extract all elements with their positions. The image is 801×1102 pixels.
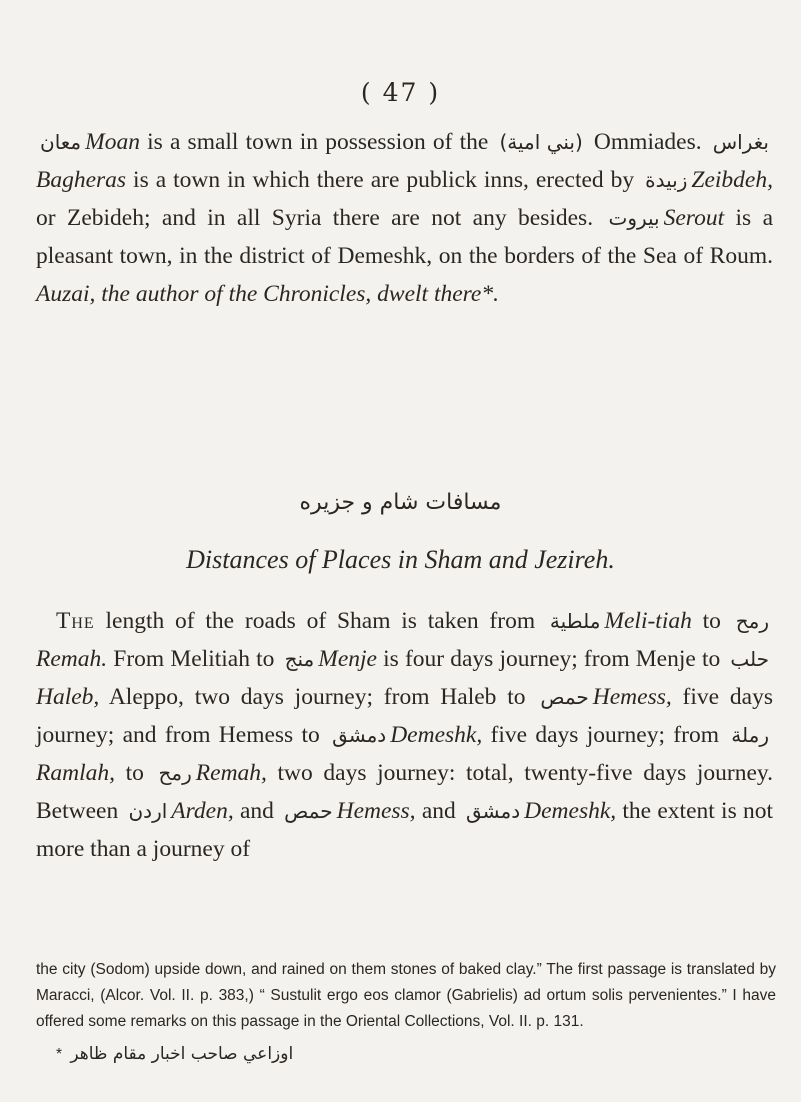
place-remah-2: Remah, <box>195 760 267 786</box>
text-segment: five days journey; from <box>482 722 728 748</box>
arabic-demeshk-2: دمشق <box>466 799 521 823</box>
text-segment: five days journey; and from Hemess to <box>36 684 773 748</box>
paragraph-distances <box>36 602 773 868</box>
text-segment: is a pleasant town, in the district of Demeshk, on the borders of the Sea of Roum. <box>36 205 773 269</box>
arabic-remah: رمح <box>735 609 770 633</box>
footnote <box>36 957 776 1068</box>
name-zeibdeh: Zeibdeh, <box>691 167 773 193</box>
place-haleb: Haleb, <box>36 684 100 710</box>
heading-english: Distances of Places in Sham and Jezireh. <box>186 545 615 574</box>
text-segment: length of the roads of Sham is taken from <box>94 608 546 634</box>
place-hemess-2: Hemess, <box>336 798 416 824</box>
text-segment: to <box>691 608 732 634</box>
text-segment: and <box>415 798 462 824</box>
place-moan: Moan <box>85 129 140 155</box>
arabic-menje: منج <box>284 647 315 671</box>
place-ramlah: Ramlah, <box>36 760 115 786</box>
text-segment: or Zebideh; and in all Syria there are not any besides. <box>36 205 605 231</box>
heading-arabic: مسافات شام و جزيره <box>299 490 502 515</box>
arabic-melitiah: ملطية <box>549 609 601 633</box>
text-segment: is a small town in possession of the <box>139 129 496 155</box>
arabic-moan: معان <box>40 130 82 154</box>
page-number: ( 47 ) <box>360 78 441 107</box>
arabic-demeshk: دمشق <box>332 723 387 747</box>
footnote-text: the city (Sodom) upside down, and rained on them stones of baked clay.” The first passage is translated by Maracci, (Alcor. Vol. II. p. 383,) “ Sustulit ergo eos clamor (Gabrielis) ad ortum solis pervenientes.” I have offered some remarks on this passage in the Oriental Collections, Vol. II. p. 131. <box>36 961 776 1030</box>
place-remah: Remah. <box>36 646 108 672</box>
auzai-sentence: Auzai, the author of the Chronicles, dwelt there <box>36 281 482 307</box>
place-bagheras: Bagheras <box>36 167 127 193</box>
text-segment: is a town in which there are publick inns, erected by <box>126 167 642 193</box>
arabic-zeibdeh: زبيدة <box>645 168 688 192</box>
arabic-arden: اردن <box>128 799 168 823</box>
text-segment: to <box>114 760 155 786</box>
arabic-haleb: حلب <box>730 647 770 671</box>
text-segment: is four days journey; from Menje to <box>376 646 727 672</box>
place-arden: Arden, <box>171 798 234 824</box>
footnote-marker: *. <box>481 281 499 307</box>
place-hemess: Hemess, <box>592 684 672 710</box>
text-segment: and <box>233 798 281 824</box>
arabic-ommiades: (بني امية) <box>499 130 583 154</box>
arabic-hemess: حمص <box>540 685 589 709</box>
text-the: The <box>56 608 95 634</box>
text-segment: Aleppo, two days journey; from Haleb to <box>99 684 537 710</box>
place-melitiah: Meli-tiah <box>604 608 692 634</box>
place-serout: Serout <box>663 205 725 231</box>
place-demeshk-2: Demeshk, <box>524 798 617 824</box>
arabic-hemess-2: حمص <box>284 799 333 823</box>
text-segment: the extent is not more than a journey of <box>36 798 773 862</box>
arabic-ramlah: رملة <box>731 723 769 747</box>
footnote-star: * <box>56 1046 63 1063</box>
arabic-bagheras: بغراس <box>712 130 769 154</box>
text-segment: two days journey: total, twenty-five days journey. Between <box>36 760 774 824</box>
footnote-arabic: اوزاعي صاحب اخبار مقام ظاهر <box>70 1044 294 1064</box>
place-menje: Menje <box>318 646 377 672</box>
arabic-remah-2: رمح <box>158 761 192 785</box>
place-demeshk: Demeshk, <box>390 722 483 748</box>
paragraph-moan <box>36 123 773 313</box>
text-segment: Ommiades. <box>586 129 709 155</box>
footnote-arabic-line <box>36 1041 776 1068</box>
arabic-serout: بيروت <box>608 206 660 230</box>
text-segment: From Melitiah to <box>107 646 281 672</box>
